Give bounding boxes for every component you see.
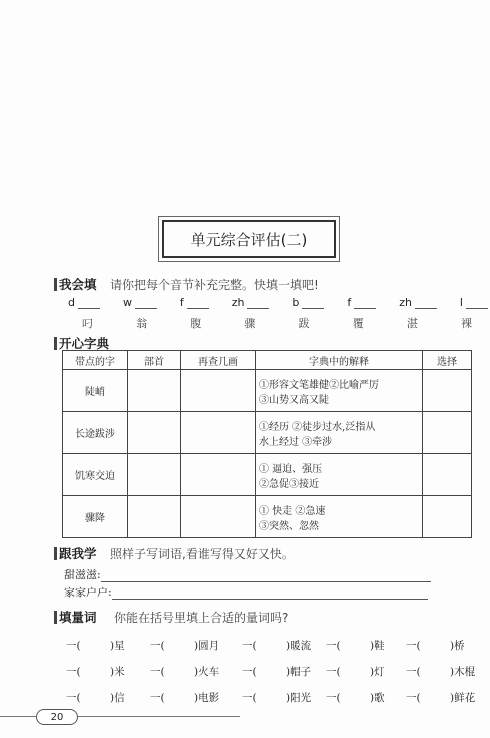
column-header: 部首 <box>128 351 181 370</box>
pinyin-char: 跋 <box>298 317 310 330</box>
pinyin-char: 翁 <box>136 317 148 330</box>
pinyin-blank[interactable] <box>187 298 209 309</box>
strokes-cell[interactable] <box>181 412 256 454</box>
page-number-label: 20 <box>50 711 64 723</box>
section-header-measure <box>54 608 97 626</box>
choice-cell[interactable] <box>423 412 472 454</box>
measure-open[interactable]: 一( <box>66 639 81 652</box>
section-marker-icon <box>54 611 57 624</box>
pinyin-blank[interactable] <box>302 298 324 309</box>
measure-noun: )信 <box>110 691 125 704</box>
measure-noun: )暖流 <box>286 639 312 652</box>
section-title <box>162 220 336 258</box>
section-header-fill <box>54 275 97 293</box>
column-header: 带点的字 <box>63 351 128 370</box>
follow-label: 甜滋滋: <box>64 568 101 581</box>
pinyin-item: l <box>460 296 488 309</box>
section-marker-icon <box>54 337 57 350</box>
measure-open[interactable]: 一( <box>242 665 257 678</box>
pinyin-char: 叼 <box>82 317 93 330</box>
pinyin-item: b <box>292 296 324 309</box>
pinyin-char: 腹 <box>190 317 202 330</box>
follow-row <box>64 584 428 600</box>
measure-open[interactable]: 一( <box>326 665 341 678</box>
section-instruction: 你能在括号里填上合适的量词吗? <box>114 611 289 625</box>
pinyin-blank[interactable] <box>415 298 437 309</box>
pinyin-char: 骤 <box>244 317 256 330</box>
measure-open[interactable]: 一( <box>242 691 257 704</box>
measure-noun: )星 <box>110 639 125 652</box>
strokes-cell[interactable] <box>181 496 256 538</box>
measure-noun: )圆月 <box>194 639 220 652</box>
pinyin-blank[interactable] <box>135 298 157 309</box>
pinyin-row <box>68 296 488 309</box>
measure-open[interactable]: 一( <box>66 691 81 704</box>
section-header-label: 开心字典 <box>59 336 110 351</box>
radical-cell[interactable] <box>128 412 181 454</box>
radical-cell[interactable] <box>128 496 181 538</box>
pinyin-char: 覆 <box>352 317 364 330</box>
pinyin-blank[interactable] <box>247 298 269 309</box>
page-number <box>36 709 78 725</box>
follow-answer-line[interactable] <box>101 569 431 582</box>
measure-noun: )桥 <box>450 639 465 652</box>
follow-row <box>64 566 431 582</box>
strokes-cell[interactable] <box>181 370 256 412</box>
pinyin-item: w <box>123 296 157 309</box>
measure-noun: )木棍 <box>450 665 476 678</box>
follow-answer-line[interactable] <box>112 587 428 600</box>
column-header: 字典中的解释 <box>256 351 423 370</box>
choice-cell[interactable] <box>423 370 472 412</box>
pinyin-blank[interactable] <box>466 298 488 309</box>
pinyin-char: 裸 <box>460 317 472 330</box>
measure-noun: )鲜花 <box>450 691 476 704</box>
column-header: 选择 <box>423 351 472 370</box>
pinyin-chars-row <box>82 315 472 331</box>
word-cell: 饥寒交迫 <box>63 454 128 496</box>
pinyin-item: f <box>180 296 209 309</box>
measure-open[interactable]: 一( <box>150 665 165 678</box>
measure-row <box>66 632 486 658</box>
table-row <box>63 496 472 538</box>
meaning-cell: ① 逼迫、强压 ②急促③接近 <box>256 454 423 496</box>
section-header-label: 填量词 <box>59 610 97 625</box>
measure-open[interactable]: 一( <box>406 665 421 678</box>
table-row <box>63 412 472 454</box>
measure-noun: )阳光 <box>286 691 312 704</box>
table-header-row <box>63 351 472 370</box>
measure-noun: )火车 <box>194 665 220 678</box>
table-row <box>63 454 472 496</box>
word-cell: 骤降 <box>63 496 128 538</box>
meaning-cell: ①经历 ②徒步过水,泛指从 水上经过 ③牵涉 <box>256 412 423 454</box>
section-header-label: 我会填 <box>59 277 97 292</box>
meaning-cell: ① 快走 ②急速 ③突然、忽然 <box>256 496 423 538</box>
measure-noun: )电影 <box>194 691 220 704</box>
measure-noun: )灯 <box>370 665 385 678</box>
section-header-follow <box>54 544 97 562</box>
pinyin-item: f <box>347 296 376 309</box>
pinyin-item: zh <box>232 296 270 309</box>
measure-row <box>66 658 486 684</box>
measure-row <box>66 684 486 710</box>
column-header: 再查几画 <box>181 351 256 370</box>
pinyin-item: zh <box>399 296 437 309</box>
title-text: 单元综合评估(二) <box>190 230 308 249</box>
section-header-label: 跟我学 <box>59 546 97 561</box>
measure-grid <box>66 632 486 710</box>
radical-cell[interactable] <box>128 370 181 412</box>
measure-open[interactable]: 一( <box>150 691 165 704</box>
section-marker-icon <box>54 278 57 291</box>
measure-open[interactable]: 一( <box>326 639 341 652</box>
pinyin-blank[interactable] <box>78 298 100 309</box>
measure-noun: )鞋 <box>370 639 385 652</box>
measure-open[interactable]: 一( <box>242 639 257 652</box>
word-cell: 陡峭 <box>63 370 128 412</box>
measure-open[interactable]: 一( <box>406 639 421 652</box>
measure-noun: )帽子 <box>286 665 312 678</box>
word-cell: 长途跋涉 <box>63 412 128 454</box>
measure-open[interactable]: 一( <box>150 639 165 652</box>
section-instruction: 照样子写词语,看谁写得又好又快。 <box>110 547 294 561</box>
measure-open[interactable]: 一( <box>66 665 81 678</box>
strokes-cell[interactable] <box>181 454 256 496</box>
section-marker-icon <box>54 547 57 560</box>
table-row <box>63 370 472 412</box>
follow-label: 家家户户: <box>64 586 112 599</box>
choice-cell[interactable] <box>423 454 472 496</box>
measure-open[interactable]: 一( <box>406 691 421 704</box>
radical-cell[interactable] <box>128 454 181 496</box>
pinyin-item: d <box>68 296 100 309</box>
choice-cell[interactable] <box>423 496 472 538</box>
section-instruction: 请你把每个音节补充完整。快填一填吧! <box>110 278 319 292</box>
dictionary-table <box>62 350 472 538</box>
measure-open[interactable]: 一( <box>326 691 341 704</box>
meaning-cell: ①形容文笔雄健②比喻严厉 ③山势又高又陡 <box>256 370 423 412</box>
measure-noun: )米 <box>110 665 125 678</box>
pinyin-char: 湛 <box>406 317 418 330</box>
pinyin-blank[interactable] <box>354 298 376 309</box>
measure-noun: )歌 <box>370 691 385 704</box>
